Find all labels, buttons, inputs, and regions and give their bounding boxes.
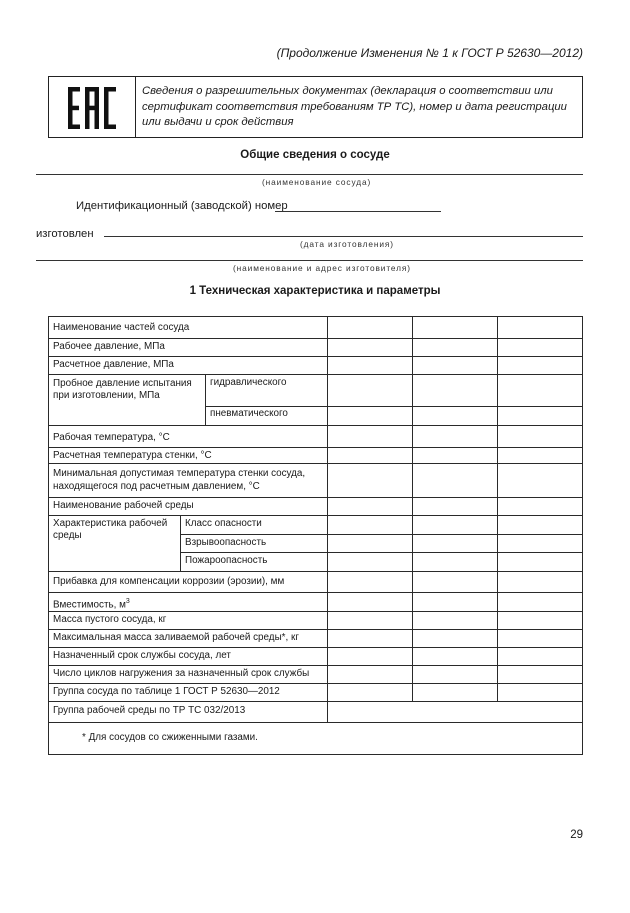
medium-char-cell-line1: Характеристика рабочей (53, 518, 168, 529)
pneumatic-cell: пневматического (210, 408, 288, 419)
medium-char-cell-line2: среды (53, 530, 82, 541)
max-medium-mass-cell: Максимальная масса заливаемой рабочей среды*, кг (53, 632, 299, 643)
page-number: 29 (570, 829, 583, 841)
empty-mass-cell: Масса пустого сосуда, кг (53, 614, 167, 625)
general-info-title: Общие сведения о сосуде (240, 149, 390, 161)
load-cycles-cell: Число циклов нагружения за назначенный срок службы (53, 668, 310, 679)
manufacturer-line (36, 260, 583, 261)
tech-params-table (48, 316, 583, 755)
service-life-cell: Назначенный срок службы сосуда, лет (53, 650, 231, 661)
explosion-hazard-cell: Взрывоопасность (185, 537, 267, 548)
min-wall-temp-cell-line2: находящегося под расчетным давлением, °С (53, 481, 260, 492)
manufacture-date-line (104, 236, 583, 237)
working-pressure-cell: Рабочее давление, МПа (53, 341, 165, 352)
eac-logo-icon (67, 86, 117, 130)
capacity-unit-superscript: 3 (125, 598, 130, 605)
manufactured-label: изготовлен (36, 228, 94, 240)
table-footnote: * Для сосудов со сжиженными газами. (82, 732, 258, 743)
test-pressure-cell-line1: Пробное давление испытания (53, 378, 192, 389)
medium-name-cell: Наименование рабочей среды (53, 500, 194, 511)
working-temp-cell: Рабочая температура, °С (53, 432, 170, 443)
medium-group-cell: Группа рабочей среды по ТР ТС 032/2013 (53, 705, 246, 716)
design-pressure-cell: Расчетное давление, МПа (53, 359, 174, 370)
min-wall-temp-cell-line1: Минимальная допустимая температура стенки сосуда, (53, 468, 306, 479)
eac-logo-cell (49, 77, 136, 137)
hazard-class-cell: Класс опасности (185, 518, 262, 529)
test-pressure-cell-line2: при изготовлении, МПа (53, 390, 160, 401)
hydraulic-cell: гидравлического (210, 377, 287, 388)
fire-hazard-cell: Пожароопасность (185, 555, 268, 566)
capacity-cell (53, 596, 130, 612)
vessel-group-cell: Группа сосуда по таблице 1 ГОСТ Р 52630—2012 (53, 686, 280, 697)
manufacturer-caption: (наименование и адрес изготовителя) (233, 263, 411, 273)
eac-permit-info-text: Сведения о разрешительных документах (декларация о соответствии или сертификат соответствия требованиям ТР ТС), номер и дата регистрации или выдачи и срок действия (142, 85, 567, 128)
vessel-name-caption: (наименование сосуда) (262, 177, 372, 187)
continuation-note: (Продолжение Изменения № 1 к ГОСТ Р 52630—2012) (276, 46, 583, 60)
parts-name-cell: Наименование частей сосуда (53, 322, 190, 333)
tech-section-title: 1 Техническая характеристика и параметры (189, 285, 441, 297)
vessel-name-line (36, 174, 583, 175)
capacity-label: Вместимость, м (53, 599, 126, 611)
wall-design-temp-cell: Расчетная температура стенки, °С (53, 450, 212, 461)
manufacture-date-caption: (дата изготовления) (300, 239, 394, 249)
id-number-line (275, 211, 441, 212)
corrosion-allowance-cell: Прибавка для компенсации коррозии (эрозии), мм (53, 576, 285, 587)
id-number-label: Идентификационный (заводской) номер (76, 200, 288, 212)
eac-certification-box (48, 76, 583, 138)
